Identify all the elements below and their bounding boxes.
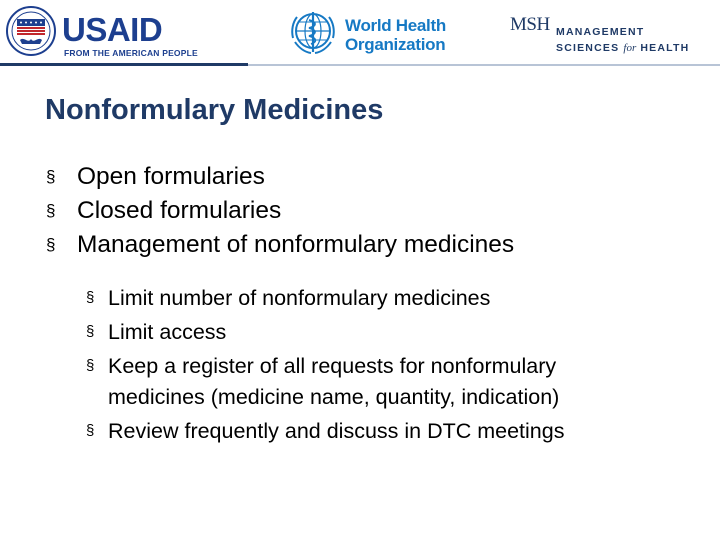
- bullet-item: [46, 160, 514, 194]
- msh-line-2: [556, 40, 689, 56]
- sub-bullet-list: [86, 281, 564, 448]
- bullet-list: [46, 160, 514, 262]
- who-emblem-icon: [287, 8, 339, 58]
- bullet-item: [46, 194, 514, 228]
- bullet-text: Open formularies: [77, 163, 265, 190]
- msh-sciences: SCIENCES: [556, 42, 620, 54]
- msh-for: for: [623, 42, 637, 54]
- sub-bullet-item: [86, 349, 564, 414]
- slide-title: Nonformulary Medicines: [45, 94, 384, 126]
- sub-bullet-text: Review frequently and discuss in DTC meetings: [108, 419, 565, 443]
- bullet-marker: §: [86, 323, 95, 340]
- bullet-text: Management of nonformulary medicines: [77, 231, 515, 258]
- sub-bullet-item: [86, 315, 564, 349]
- usaid-logo: [6, 6, 198, 60]
- who-line-1: World Health: [345, 16, 446, 35]
- sub-bullet-text: Keep a register of all requests for nonformulary: [108, 354, 557, 378]
- logo-header: [0, 0, 720, 68]
- bullet-marker: §: [46, 235, 56, 254]
- usaid-seal-icon: [6, 6, 56, 56]
- bullet-text: Closed formularies: [77, 197, 282, 224]
- msh-logo: [510, 12, 710, 56]
- bullet-marker: §: [86, 357, 95, 374]
- bullet-marker: §: [86, 422, 95, 439]
- sub-bullet-item: [86, 281, 564, 315]
- header-rule-accent: [0, 63, 248, 66]
- bullet-item: [46, 228, 514, 262]
- bullet-marker: §: [46, 201, 56, 220]
- sub-bullet-item: [86, 414, 564, 448]
- bullet-marker: §: [46, 167, 56, 186]
- sub-bullet-text: Limit access: [108, 320, 227, 344]
- sub-bullet-text: Limit number of nonformulary medicines: [108, 286, 491, 310]
- msh-line-1: MANAGEMENT: [556, 26, 645, 38]
- msh-wordmark: [556, 24, 689, 56]
- usaid-tagline: FROM THE AMERICAN PEOPLE: [64, 48, 198, 58]
- msh-monogram: MSH: [510, 14, 550, 35]
- who-line-2: Organization: [345, 35, 446, 54]
- who-wordmark: [345, 16, 446, 54]
- usaid-wordmark: USAID: [62, 11, 163, 48]
- bullet-marker: §: [86, 289, 95, 306]
- who-logo: [287, 8, 457, 60]
- msh-health: HEALTH: [640, 42, 690, 54]
- sub-bullet-text-continued: medicines (medicine name, quantity, indication): [108, 385, 560, 409]
